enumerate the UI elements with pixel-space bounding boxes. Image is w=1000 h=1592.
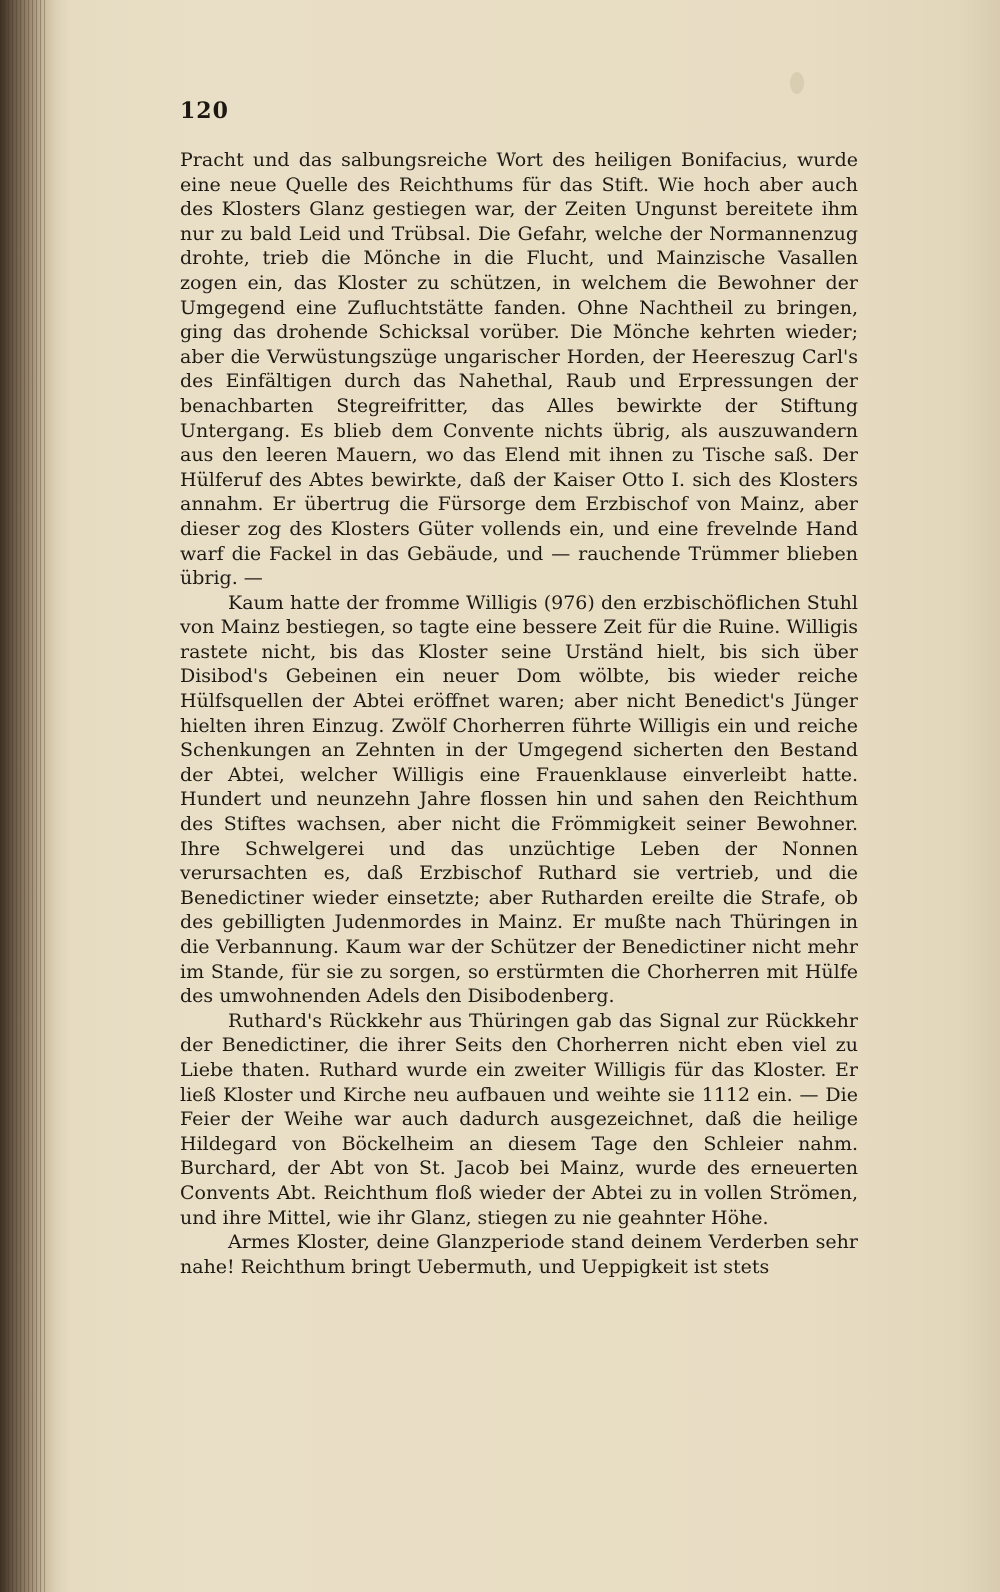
page-content: [180, 98, 858, 1398]
page-number: 120: [180, 98, 229, 124]
paper-stain: [790, 72, 804, 94]
paragraph-4: Armes Kloster, deine Glanzperiode stand deinem Verderben sehr nahe! Reichthum bringt Uebermuth, und Ueppigkeit ist stets: [180, 1231, 858, 1278]
paragraph-1: Pracht und das salbungsreiche Wort des heiligen Bonifacius, wurde eine neue Quelle des Reichthums für das Stift. Wie hoch aber auch des Klosters Glanz gestiegen war, der Zeiten Ungunst bereitete ihm nur zu bald Leid und Trübsal. Die Gefahr, welche der Normannenzug drohte, trieb die Mönche in die Flucht, und Mainzische Vasallen zogen ein, das Kloster zu schützen, in welchem die Bewohner der Umgegend eine Zufluchtstätte fanden. Ohne Nachtheil zu bringen, ging das drohende Schicksal vorüber. Die Mönche kehrten wieder; aber die Verwüstungszüge ungarischer Horden, der Heereszug Carl's des Einfältigen durch das Nahethal, Raub und Erpressungen der benachbarten Stegreifritter, das Alles bewirkte der Stiftung Untergang. Es blieb dem Convente nichts übrig, als auszuwandern aus den leeren Mauern, wo das Elend mit ihnen zu Tische saß. Der Hülferuf des Abtes bewirkte, daß der Kaiser Otto I. sich des Klosters annahm. Er übertrug die Fürsorge dem Erzbischof von Mainz, aber dieser zog des Klosters Güter vollends ein, und eine frevelnde Hand warf die Fackel in das Gebäude, und — rauchende Trümmer blieben übrig. —: [180, 149, 858, 590]
paragraph-2: Kaum hatte der fromme Willigis (976) den erzbischöflichen Stuhl von Mainz bestiegen, so tagte eine bessere Zeit für die Ruine. Willigis rastete nicht, bis das Kloster seine Urständ hielt, bis sich über Disibod's Gebeinen ein neuer Dom wölbte, bis wieder reiche Hülfsquellen der Abtei eröffnet waren; aber nicht Benedict's Jünger hielten ihren Einzug. Zwölf Chorherren führte Willigis ein und reiche Schenkungen an Zehnten in der Umgegend sicherten den Bestand der Abtei, welcher Willigis eine Frauenklause einverleibt hatte. Hundert und neunzehn Jahre flossen hin und sahen den Reichthum des Stiftes wachsen, aber nicht die Frömmigkeit seiner Bewohner. Ihre Schwelgerei und das unzüchtige Leben der Nonnen verursachten es, daß Erzbischof Ruthard sie vertrieb, und die Benedictiner wieder einsetzte; aber Rutharden ereilte die Strafe, ob des gebilligten Judenmordes in Mainz. Er mußte nach Thüringen in die Verbannung. Kaum war der Schützer der Benedictiner nicht mehr im Stande, für sie zu sorgen, so erstürmten die Chorherren mit Hülfe des umwohnenden Adels den Disibodenberg.: [180, 591, 858, 1008]
book-binding-edge: [0, 0, 48, 1592]
paragraph-3: Ruthard's Rückkehr aus Thüringen gab das Signal zur Rückkehr der Benedictiner, die ihrer Seits den Chorherren nicht eben viel zu Liebe thaten. Ruthard wurde ein zweiter Willigis für das Kloster. Er ließ Kloster und Kirche neu aufbauen und weihte sie 1112 ein. — Die Feier der Weihe war auch dadurch ausgezeichnet, daß die heilige Hildegard von Böckelheim an diesem Tage den Schleier nahm. Burchard, der Abt von St. Jacob bei Mainz, wurde des erneuerten Convents Abt. Reichthum floß wieder der Abtei zu in vollen Strömen, und ihre Mittel, wie ihr Glanz, stiegen zu nie geahnter Höhe.: [180, 1009, 858, 1229]
